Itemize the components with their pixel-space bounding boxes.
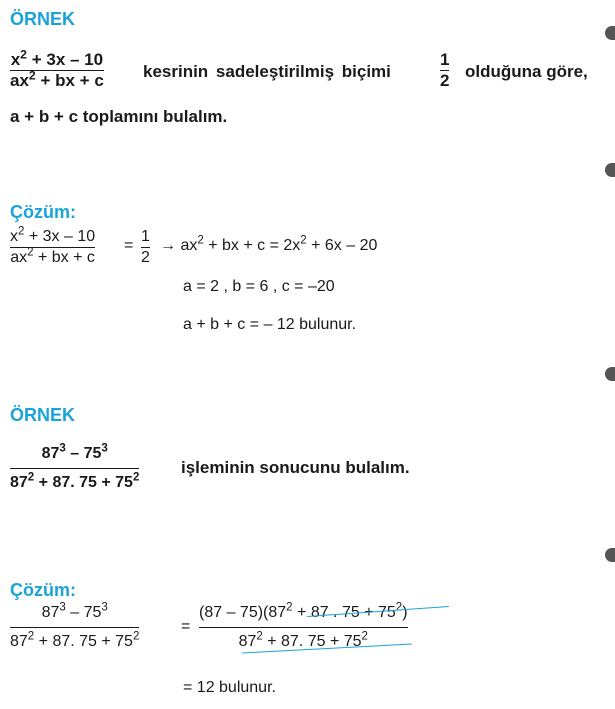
example2-heading: ÖRNEK <box>10 405 76 425</box>
example1-text2: olduğuna göre, <box>465 62 588 81</box>
example1-fraction <box>10 47 104 91</box>
solution2-heading: Çözüm: <box>10 580 76 600</box>
fraction-numerator: $x^2 + 3x - 10$ <box>10 47 104 69</box>
solution1-equals: = <box>124 237 134 254</box>
example1-text3: a + b + c toplamını bulalım. <box>10 107 228 126</box>
margin-marker <box>605 26 615 40</box>
example1-text1: kesrinin sadeleştirilmiş biçimi <box>143 62 391 81</box>
solution2-left-fraction: $87^3 - 75^3$ $87^2 + 87$. $75 + 75^2$ <box>10 601 140 651</box>
margin-marker <box>605 367 615 381</box>
solution2-equals: = <box>181 618 191 635</box>
margin-marker <box>605 548 615 562</box>
solution1-equation: → $ax^2$ + bx + $c = 2x^2 + 6x - 20$ <box>160 234 378 254</box>
margin-marker <box>605 163 615 177</box>
solution2-result: = 12 bulunur. <box>183 679 276 696</box>
solution1-line2: a = 2 , b = 6 , c = –20 <box>183 278 335 295</box>
solution1-heading: Çözüm: <box>10 202 76 222</box>
example1-half: 1 2 <box>440 50 450 91</box>
solution1-fraction: $x^2 + 3x - 10$ $ax^2$ + bx + c <box>10 225 96 267</box>
solution1-line3: a + b + c = – 12 bulunur. <box>183 316 357 333</box>
fraction-denominator: $ax^2$ + bx + c <box>10 68 104 91</box>
solution2-right-fraction: $(87 - 75)(87^2 + 87$ . $75 + 75^2$) $87^2 + 87$. $75 + 75^2$ <box>199 601 408 651</box>
example1-heading: ÖRNEK <box>10 9 76 29</box>
example2-fraction: $87^3 - 75^3$ $87^2 + 87$. $75 + 75^2$ <box>10 442 140 492</box>
solution1-half: 1 2 <box>141 228 150 267</box>
example2-text: işleminin sonucunu bulalım. <box>181 458 410 477</box>
